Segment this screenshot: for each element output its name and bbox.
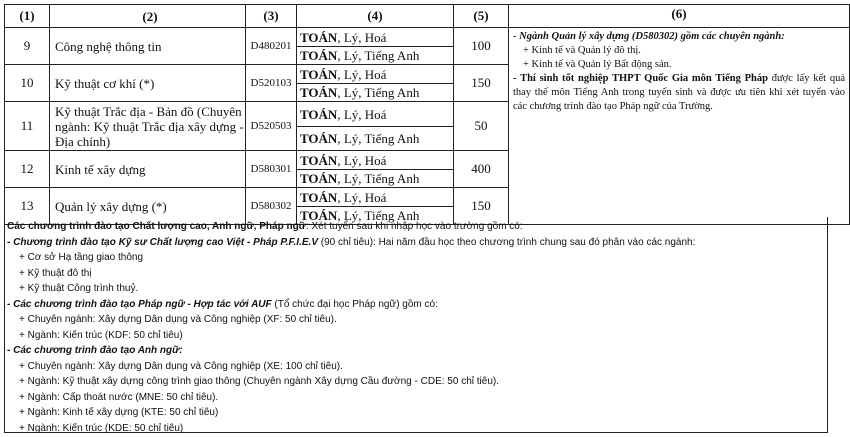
- pfiev-item: + Kỹ thuật đô thị: [19, 267, 92, 279]
- row-major-code: D520103: [246, 65, 297, 102]
- combo-2: TOÁN, Lý, Tiếng Anh: [297, 126, 453, 150]
- french-program-item: + Chuyên ngành: Xây dựng Dân dụng và Công nghiệp (XF: 50 chỉ tiêu).: [19, 314, 337, 325]
- english-program-item: + Ngành: Kỹ thuật xây dựng công trình giao thông (Chuyên ngành Xây dựng Cầu đường - CDE: 50 chỉ tiêu).: [19, 376, 499, 387]
- row-major-code: D480201: [246, 28, 297, 65]
- row-subject-combos: [297, 65, 454, 102]
- combo-1: TOÁN, Lý, Hoá: [300, 106, 387, 122]
- row-subject-combos: [297, 151, 454, 188]
- row-major-code: D580301: [246, 151, 297, 188]
- row-major-code: D580302: [246, 188, 297, 225]
- table-row: [5, 28, 850, 65]
- header-col-3: (3): [246, 5, 297, 28]
- row-major-name: Kỹ thuật Trắc địa - Bản đồ (Chuyên ngành: Kỹ thuật Trắc địa xây dựng - Địa chính): [50, 102, 246, 151]
- english-program-heading: - Các chương trình đào tạo Anh ngữ:: [7, 345, 183, 356]
- row-stt: 13: [5, 188, 50, 225]
- english-program-item: + Ngành: Kiến trúc (KDE: 50 chỉ tiêu): [19, 422, 184, 434]
- special-programs-section: [4, 217, 828, 433]
- admission-table: [4, 4, 850, 225]
- row-quota: 150: [454, 188, 509, 225]
- header-row: [5, 5, 850, 28]
- row-major-name: Công nghệ thông tin: [50, 28, 246, 65]
- combo-2: TOÁN, Lý, Tiếng Anh: [297, 206, 453, 224]
- french-program-heading: - Các chương trình đào tạo Pháp ngữ - Hợp tác với AUF (Tổ chức đại học Pháp ngữ) gồm có:: [7, 298, 438, 310]
- header-col-6: (6): [509, 5, 850, 28]
- row-quota: 400: [454, 151, 509, 188]
- notes-french: - Thí sinh tốt nghiệp THPT Quốc Gia môn Tiếng Pháp được lấy kết quả thay thế môn Tiếng Anh trong tuyển sinh và được ưu tiên khi xét tuyển vào các chương trình đào tạo Pháp ngữ của Trường.: [513, 73, 845, 112]
- row-major-name: Quản lý xây dựng (*): [50, 188, 246, 225]
- special-programs-intro: Các chương trình đào tạo Chất lượng cao, Anh ngữ, Pháp ngữ: Xét tuyển sau khi nhập học vào trường gồm có:: [7, 221, 523, 232]
- row-major-code: D520503: [246, 102, 297, 151]
- admission-document: [4, 4, 845, 434]
- row-quota: 100: [454, 28, 509, 65]
- row-stt: 12: [5, 151, 50, 188]
- french-program-item: + Ngành: Kiến trúc (KDF: 50 chỉ tiêu): [19, 329, 183, 341]
- combo-2: TOÁN, Lý, Tiếng Anh: [297, 83, 453, 101]
- row-major-name: Kinh tế xây dựng: [50, 151, 246, 188]
- combo-2: TOÁN, Lý, Tiếng Anh: [297, 46, 453, 64]
- combo-2: TOÁN, Lý, Tiếng Anh: [297, 169, 453, 187]
- combo-1: TOÁN, Lý, Hoá: [300, 152, 387, 168]
- combo-1: TOÁN, Lý, Hoá: [300, 66, 387, 82]
- header-col-2: (2): [50, 5, 246, 28]
- english-program-item: + Ngành: Kinh tế xây dựng (KTE: 50 chỉ tiêu): [19, 407, 219, 418]
- row-stt: 10: [5, 65, 50, 102]
- notes-item: + Kinh tế và Quản lý đô thị.: [523, 45, 641, 56]
- header-col-4: (4): [297, 5, 454, 28]
- header-col-5: (5): [454, 5, 509, 28]
- row-quota: 150: [454, 65, 509, 102]
- notes-cell: [509, 28, 850, 225]
- row-major-name: Kỹ thuật cơ khí (*): [50, 65, 246, 102]
- header-col-1: (1): [5, 5, 50, 28]
- pfiev-item: + Cơ sở Hạ tầng giao thông: [19, 252, 144, 263]
- notes-item: + Kinh tế và Quản lý Bất động sản.: [523, 59, 672, 70]
- row-quota: 50: [454, 102, 509, 151]
- pfiev-heading: - Chương trình đào tạo Kỹ sư Chất lượng cao Việt - Pháp P.F.I.E.V (90 chỉ tiêu): Hai năm đầu học theo chương trình chung sau đó phân vào các ngành:: [7, 236, 696, 248]
- english-program-item: + Ngành: Cấp thoát nước (MNE: 50 chỉ tiêu).: [19, 391, 219, 403]
- row-subject-combos: [297, 28, 454, 65]
- combo-1: TOÁN, Lý, Hoá: [300, 189, 387, 205]
- row-stt: 11: [5, 102, 50, 151]
- pfiev-item: + Kỹ thuật Công trình thuỷ.: [19, 283, 139, 294]
- combo-1: TOÁN, Lý, Hoá: [300, 29, 387, 45]
- english-program-item: + Chuyên ngành: Xây dựng Dân dụng và Công nghiệp (XE: 100 chỉ tiêu).: [19, 360, 343, 372]
- notes-title: - Ngành Quản lý xây dựng (D580302) gồm các chuyên ngành:: [513, 31, 785, 42]
- row-subject-combos: [297, 102, 454, 151]
- row-stt: 9: [5, 28, 50, 65]
